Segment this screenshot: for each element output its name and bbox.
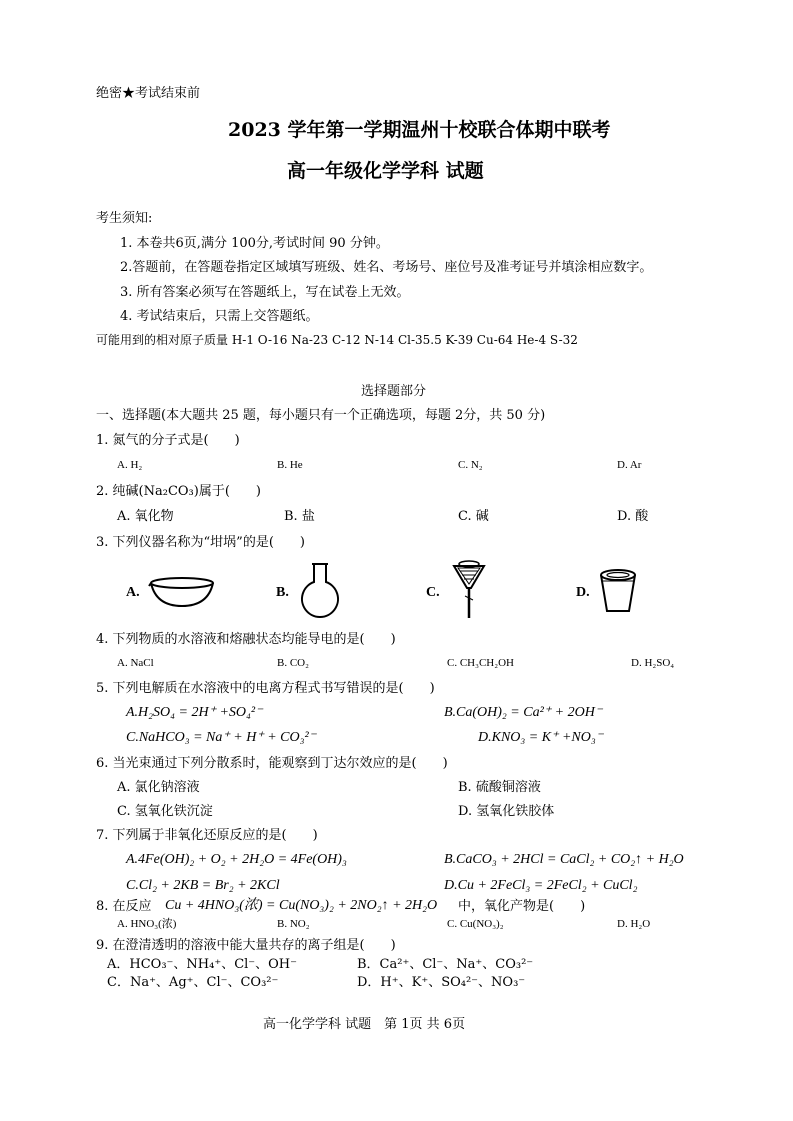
funnel-with-filter-icon — [451, 558, 487, 622]
round-bottom-flask-icon — [298, 562, 342, 616]
q3-label-d: D. — [576, 585, 590, 600]
q6-option-d: D. 氢氧化铁胶体 — [458, 804, 555, 819]
q5-stem: 5. 下列电解质在水溶液中的电离方程式书写错误的是( ) — [96, 681, 435, 696]
atomic-mass-line: 可能用到的相对原子质量 H-1 O-16 Na-23 C-12 N-14 Cl-35.5 K-39 Cu-64 He-4 S-32 — [96, 333, 578, 347]
q9-stem: 9. 在澄清透明的溶液中能大量共存的离子组是( ) — [96, 938, 396, 953]
q8-option-b: B. NO₂ — [277, 918, 310, 930]
q9-option-c: C．Na⁺、Ag⁺、Cl⁻、CO₃²⁻ — [107, 975, 279, 990]
q3-label-c: C. — [426, 585, 440, 600]
q4-option-b: B. CO₂ — [277, 657, 309, 669]
q3-stem: 3. 下列仪器名称为“坩埚”的是( ) — [96, 535, 305, 550]
q3-label-a: A. — [126, 585, 140, 600]
q6-option-c: C. 氢氧化铁沉淀 — [117, 804, 213, 819]
q9-option-b: B．Ca²⁺、Cl⁻、Na⁺、CO₃²⁻ — [357, 957, 534, 972]
q6-option-b: B. 硫酸铜溶液 — [458, 780, 541, 795]
q2-stem: 2. 纯碱(Na₂CO₃)属于( ) — [96, 484, 261, 499]
q5-option-d: D.KNO₃ = K⁺ +NO₃⁻ — [478, 730, 604, 745]
q2-option-c: C. 碱 — [458, 509, 489, 524]
page-footer: 高一化学学科 试题 第 1页 共 6页 — [263, 1017, 466, 1032]
q2-option-d: D. 酸 — [617, 509, 649, 524]
q8-option-a: A. HNO₃(浓) — [117, 918, 177, 930]
q8-equation: Cu + 4HNO₃(浓) = Cu(NO₃)₂ + 2NO₂↑ + 2H₂O — [165, 898, 438, 913]
notice-item-3: 3. 所有答案必须写在答题纸上，写在试卷上无效。 — [120, 285, 410, 300]
confidential-mark: 绝密★考试结束前 — [96, 86, 201, 101]
q8-option-d: D. H₂O — [617, 918, 651, 930]
q6-stem: 6. 当光束通过下列分散系时，能观察到丁达尔效应的是( ) — [96, 756, 448, 771]
section-instructions: 一、选择题(本大题共 25 题，每小题只有一个正确选项，每题 2分，共 50 分) — [96, 408, 546, 423]
evaporating-dish-icon — [148, 576, 218, 610]
q7-stem: 7. 下列属于非氧化还原反应的是( ) — [96, 828, 318, 843]
q1-option-b: B. He — [277, 459, 303, 471]
notice-item-2: 2.答题前，在答题卷指定区域填写班级、姓名、考场号、座位号及准考证号并填涂相应数字。 — [120, 260, 653, 275]
q7-option-c: C.Cl₂ + 2KB = Br₂ + 2KCl — [126, 878, 280, 893]
q9-option-d: D．H⁺、K⁺、SO₄²⁻、NO₃⁻ — [357, 975, 526, 990]
section-heading: 选择题部分 — [361, 384, 427, 399]
q4-option-a: A. NaCl — [117, 657, 154, 669]
notice-heading: 考生须知: — [96, 211, 153, 226]
q6-option-a: A. 氯化钠溶液 — [117, 780, 200, 795]
q2-option-a: A. 氧化物 — [117, 509, 174, 524]
q7-option-d: D.Cu + 2FeCl₃ = 2FeCl₂ + CuCl₂ — [444, 878, 638, 893]
notice-item-1: 1. 本卷共6页,满分 100分,考试时间 90 分钟。 — [120, 236, 389, 251]
notice-item-4: 4. 考试结束后，只需上交答题纸。 — [120, 309, 319, 324]
q5-option-b: B.Ca(OH)₂ = Ca²⁺ + 2OH⁻ — [444, 705, 603, 720]
q4-option-d: D. H₂SO₄ — [631, 657, 675, 669]
crucible-icon — [598, 567, 638, 615]
q8-stem-pre: 8. 在反应 — [96, 899, 152, 914]
q4-option-c: C. CH₃CH₂OH — [447, 657, 514, 669]
q4-stem: 4. 下列物质的水溶液和熔融状态均能导电的是( ) — [96, 632, 396, 647]
q1-option-d: D. Ar — [617, 459, 642, 471]
q5-option-c: C.NaHCO₃ = Na⁺ + H⁺ + CO₃²⁻ — [126, 730, 317, 745]
q9-option-a: A．HCO₃⁻、NH₄⁺、Cl⁻、OH⁻ — [107, 957, 298, 972]
q1-option-a: A. H₂ — [117, 459, 143, 471]
q7-option-a: A.4Fe(OH)₂ + O₂ + 2H₂O = 4Fe(OH)₃ — [126, 852, 347, 867]
q2-option-b: B. 盐 — [284, 509, 315, 524]
q3-label-b: B. — [276, 585, 289, 600]
q8-stem-post: 中，氧化产物是( ) — [458, 899, 586, 914]
q1-stem: 1. 氮气的分子式是( ) — [96, 433, 240, 448]
q1-option-c: C. N₂ — [458, 459, 483, 471]
q7-option-b: B.CaCO₃ + 2HCl = CaCl₂ + CO₂↑ + H₂O — [444, 852, 684, 867]
exam-title: 2023 学年第一学期温州十校联合体期中联考 — [228, 119, 611, 141]
exam-subtitle: 高一年级化学学科 试题 — [287, 160, 484, 182]
q5-option-a: A.H₂SO₄ = 2H⁺ +SO₄²⁻ — [126, 705, 263, 720]
q8-option-c: C. Cu(NO₃)₂ — [447, 918, 504, 930]
